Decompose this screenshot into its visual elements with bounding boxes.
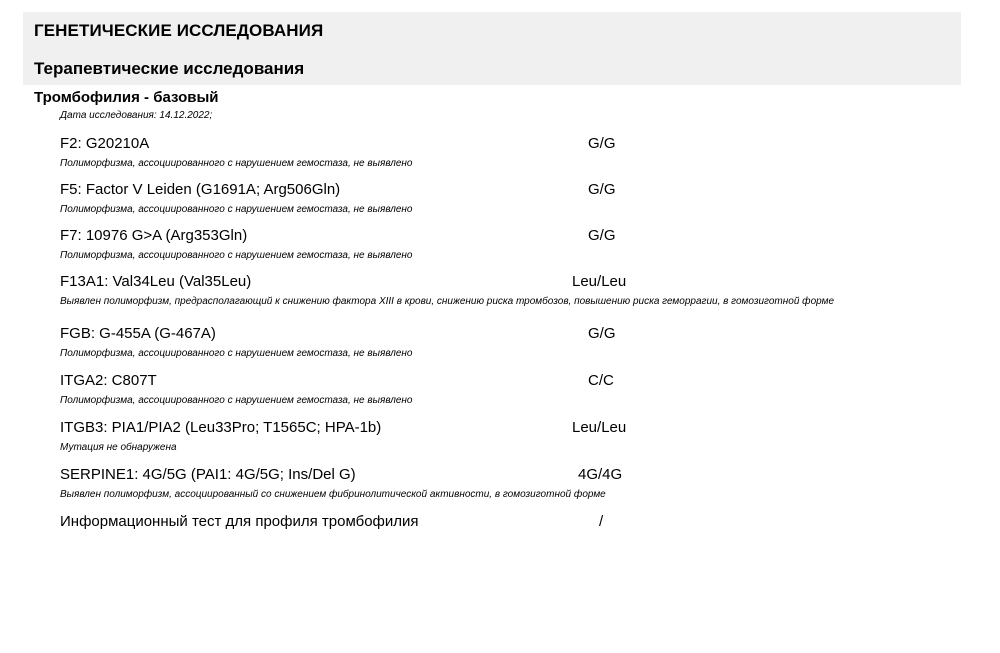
test-comment-fgb: Полиморфизма, ассоциированного с нарушением гемостаза, не выявлено: [60, 348, 413, 359]
test-name-f2: F2: G20210A: [60, 135, 150, 152]
test-comment-itga2: Полиморфизма, ассоциированного с нарушением гемостаза, не выявлено: [60, 395, 413, 406]
section-title: ГЕНЕТИЧЕСКИЕ ИССЛЕДОВАНИЯ: [34, 21, 324, 40]
test-name-itga2: ITGA2: C807T: [60, 372, 157, 389]
test-comment-f5: Полиморфизма, ассоциированного с нарушением гемостаза, не выявлено: [60, 204, 413, 215]
test-group-title: Тромбофилия - базовый: [34, 89, 219, 106]
study-date: Дата исследования: 14.12.2022;: [60, 110, 213, 121]
test-name-f5: F5: Factor V Leiden (G1691A; Arg506Gln): [60, 181, 341, 198]
test-comment-serpine1: Выявлен полиморфизм, ассоциированный со снижением фибринолитической активности, в гомозиготной форме: [60, 489, 606, 500]
test-name-f7: F7: 10976 G>A (Arg353Gln): [60, 227, 248, 244]
test-result-f5: G/G: [588, 181, 616, 198]
test-result-itgb3: Leu/Leu: [572, 419, 627, 436]
test-comment-f7: Полиморфизма, ассоциированного с нарушением гемостаза, не выявлено: [60, 250, 413, 261]
test-name-info-profile: Информационный тест для профиля тромбофилия: [60, 513, 419, 530]
test-comment-f13a1: Выявлен полиморфизм, предрасполагающий к снижению фактора XIII в крови, снижению риска тромбозов, повышению риска геморрагии, в гомозиготной форме: [60, 296, 835, 307]
test-name-fgb: FGB: G-455A (G-467A): [60, 325, 216, 342]
test-comment-itgb3: Мутация не обнаружена: [60, 442, 177, 453]
subsection-title: Терапевтические исследования: [34, 59, 305, 78]
test-result-f2: G/G: [588, 135, 616, 152]
test-name-itgb3: ITGB3: PIA1/PIA2 (Leu33Pro; T1565C; HPA-1b): [60, 419, 382, 436]
test-result-itga2: C/C: [588, 372, 614, 389]
test-result-info-profile: /: [599, 513, 604, 530]
test-name-serpine1: SERPINE1: 4G/5G (PAI1: 4G/5G; Ins/Del G): [60, 466, 356, 483]
test-name-f13a1: F13A1: Val34Leu (Val35Leu): [60, 273, 252, 290]
test-comment-f2: Полиморфизма, ассоциированного с нарушением гемостаза, не выявлено: [60, 158, 413, 169]
test-result-f13a1: Leu/Leu: [572, 273, 627, 290]
test-result-fgb: G/G: [588, 325, 616, 342]
test-result-serpine1: 4G/4G: [578, 466, 623, 483]
test-result-f7: G/G: [588, 227, 616, 244]
